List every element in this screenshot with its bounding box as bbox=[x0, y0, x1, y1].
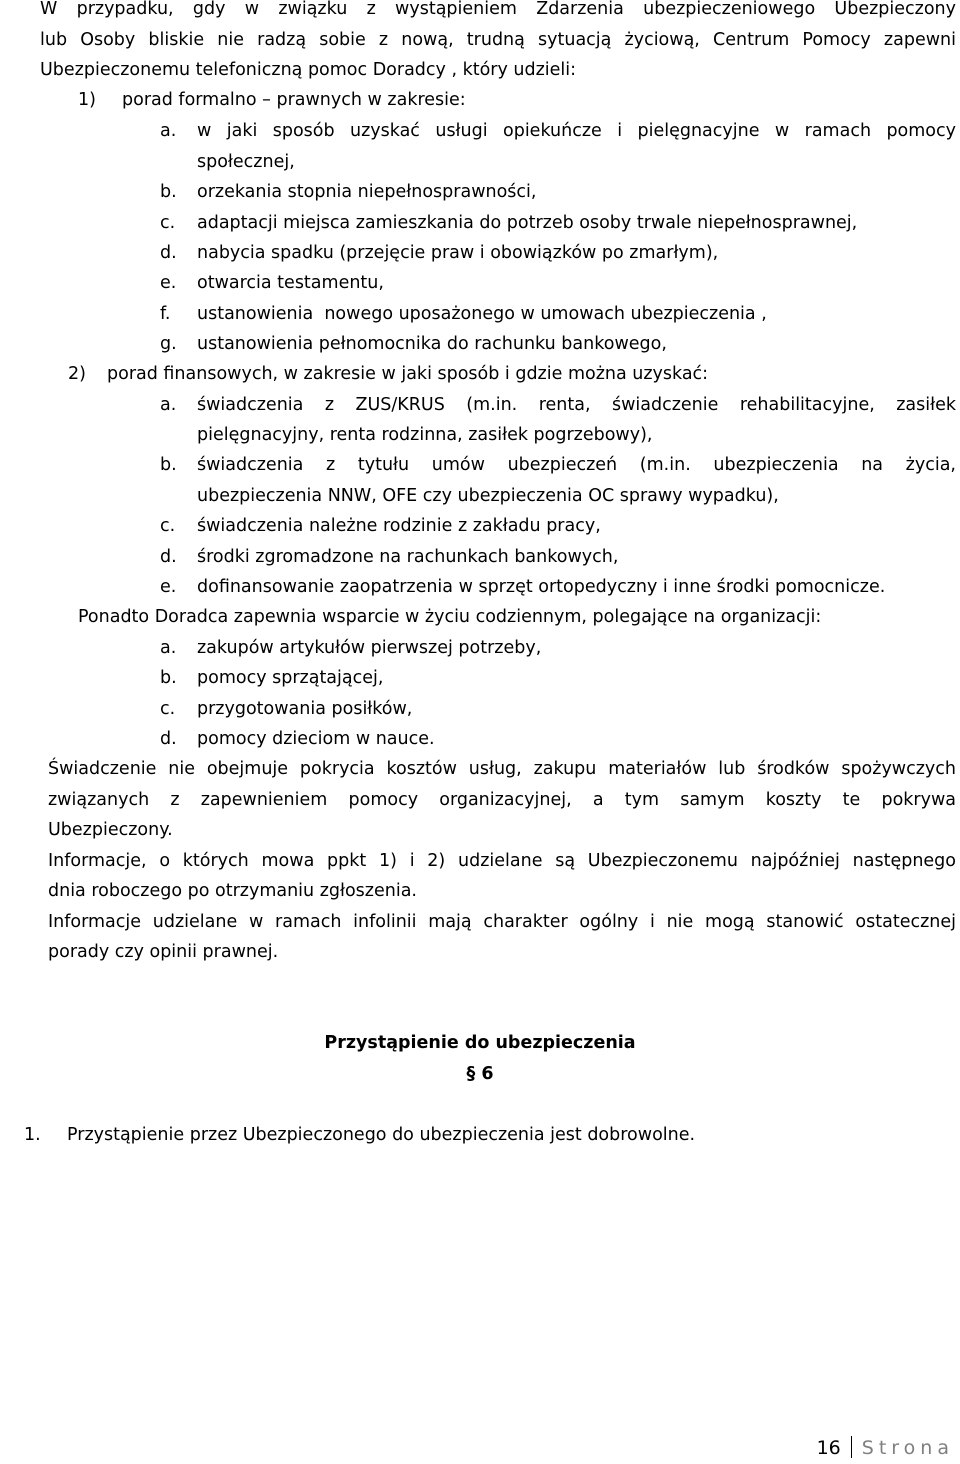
list-item-text-cont: pielęgnacyjny, renta rodzinna, zasiłek pogrzebowy), bbox=[197, 425, 653, 445]
list-item-text: dofinansowanie zaopatrzenia w sprzęt ortopedyczny i inne środki pomocnicze. bbox=[197, 577, 886, 597]
list-item-text: świadczenia należne rodzinie z zakładu pracy, bbox=[197, 516, 601, 536]
paragraph-1-line-3: Ubezpieczony. bbox=[48, 820, 173, 840]
list-item-text: ustanowienia nowego uposażonego w umowach ubezpieczenia , bbox=[197, 304, 767, 324]
list-item-text: środki zgromadzone na rachunkach bankowych, bbox=[197, 547, 619, 567]
page-footer bbox=[817, 1436, 954, 1460]
intro-line-1: W przypadku, gdy w związku z wystąpieniem Zdarzenia ubezpieczeniowego Ubezpieczony bbox=[40, 0, 956, 19]
section-1-marker: 1) bbox=[78, 90, 96, 110]
list-item-text: świadczenia z tytułu umów ubezpieczeń (m.in. ubezpieczenia na życia, bbox=[197, 455, 956, 475]
list-item-text: w jaki sposób uzyskać usługi opiekuńcze i pielęgnacyjne w ramach pomocy bbox=[197, 121, 956, 141]
list-item-text: otwarcia testamentu, bbox=[197, 273, 384, 293]
section-heading-number: § 6 bbox=[466, 1064, 494, 1084]
section-1-title: porad formalno – prawnych w zakresie: bbox=[122, 90, 466, 110]
list-item-marker: c. bbox=[160, 213, 176, 233]
paragraph-1-line-1: Świadczenie nie obejmuje pokrycia kosztów usług, zakupu materiałów lub środków spożywczych bbox=[48, 759, 956, 779]
paragraph-3-line-1: Informacje udzielane w ramach infolinii mają charakter ogólny i nie mogą stanowić ostatecznej bbox=[48, 912, 956, 932]
footer-separator bbox=[851, 1436, 852, 1458]
list-item-marker: a. bbox=[160, 395, 177, 415]
page-number: 16 bbox=[816, 1437, 841, 1459]
list-item-text: orzekania stopnia niepełnosprawności, bbox=[197, 182, 537, 202]
intro-line-2: lub Osoby bliskie nie radzą sobie z nową, trudną sytuacją życiową, Centrum Pomocy zapewni bbox=[40, 30, 956, 50]
list-item-marker: b. bbox=[160, 182, 177, 202]
list-item-marker: b. bbox=[160, 455, 177, 475]
list-item-text: pomocy sprzątającej, bbox=[197, 668, 384, 688]
section-heading-title: Przystąpienie do ubezpieczenia bbox=[324, 1033, 636, 1053]
list-item-marker: a. bbox=[160, 121, 177, 141]
support-intro: Ponadto Doradca zapewnia wsparcie w życiu codziennym, polegające na organizacji: bbox=[78, 607, 822, 627]
list-item-marker: d. bbox=[160, 547, 177, 567]
numbered-item-marker: 1. bbox=[24, 1125, 41, 1145]
list-item-marker: c. bbox=[160, 516, 176, 536]
list-item-marker: c. bbox=[160, 699, 176, 719]
list-item-text: ustanowienia pełnomocnika do rachunku bankowego, bbox=[197, 334, 667, 354]
list-item-marker: a. bbox=[160, 638, 177, 658]
list-item-text: zakupów artykułów pierwszej potrzeby, bbox=[197, 638, 542, 658]
list-item-marker: f. bbox=[160, 304, 171, 324]
list-item-text-cont: społecznej, bbox=[197, 152, 295, 172]
list-item-text: przygotowania posiłków, bbox=[197, 699, 413, 719]
list-item-text: świadczenia z ZUS/KRUS (m.in. renta, świadczenie rehabilitacyjne, zasiłek bbox=[197, 395, 956, 415]
section-2-marker: 2) bbox=[68, 364, 86, 384]
list-item-text: pomocy dzieciom w nauce. bbox=[197, 729, 435, 749]
list-item-marker: d. bbox=[160, 243, 177, 263]
paragraph-3-line-2: porady czy opinii prawnej. bbox=[48, 942, 279, 962]
numbered-item-text: Przystąpienie przez Ubezpieczonego do ubezpieczenia jest dobrowolne. bbox=[67, 1125, 696, 1145]
page-word: Strona bbox=[861, 1437, 954, 1459]
section-2-title: porad finansowych, w zakresie w jaki sposób i gdzie można uzyskać: bbox=[107, 364, 709, 384]
list-item-text: nabycia spadku (przejęcie praw i obowiązków po zmarłym), bbox=[197, 243, 719, 263]
list-item-marker: b. bbox=[160, 668, 177, 688]
intro-line-3: Ubezpieczonemu telefoniczną pomoc Doradcy , który udzieli: bbox=[40, 60, 577, 80]
list-item-marker: g. bbox=[160, 334, 177, 354]
list-item-text-cont: ubezpieczenia NNW, OFE czy ubezpieczenia OC sprawy wypadku), bbox=[197, 486, 779, 506]
paragraph-1-line-2: związanych z zapewnieniem pomocy organizacyjnej, a tym samym koszty te pokrywa bbox=[48, 790, 956, 810]
list-item-marker: e. bbox=[160, 577, 177, 597]
paragraph-2-line-1: Informacje, o których mowa ppkt 1) i 2) udzielane są Ubezpieczonemu najpóźniej następnego bbox=[48, 851, 956, 871]
list-item-text: adaptacji miejsca zamieszkania do potrzeb osoby trwale niepełnosprawnej, bbox=[197, 213, 858, 233]
list-item-marker: d. bbox=[160, 729, 177, 749]
list-item-marker: e. bbox=[160, 273, 177, 293]
paragraph-2-line-2: dnia roboczego po otrzymaniu zgłoszenia. bbox=[48, 881, 417, 901]
